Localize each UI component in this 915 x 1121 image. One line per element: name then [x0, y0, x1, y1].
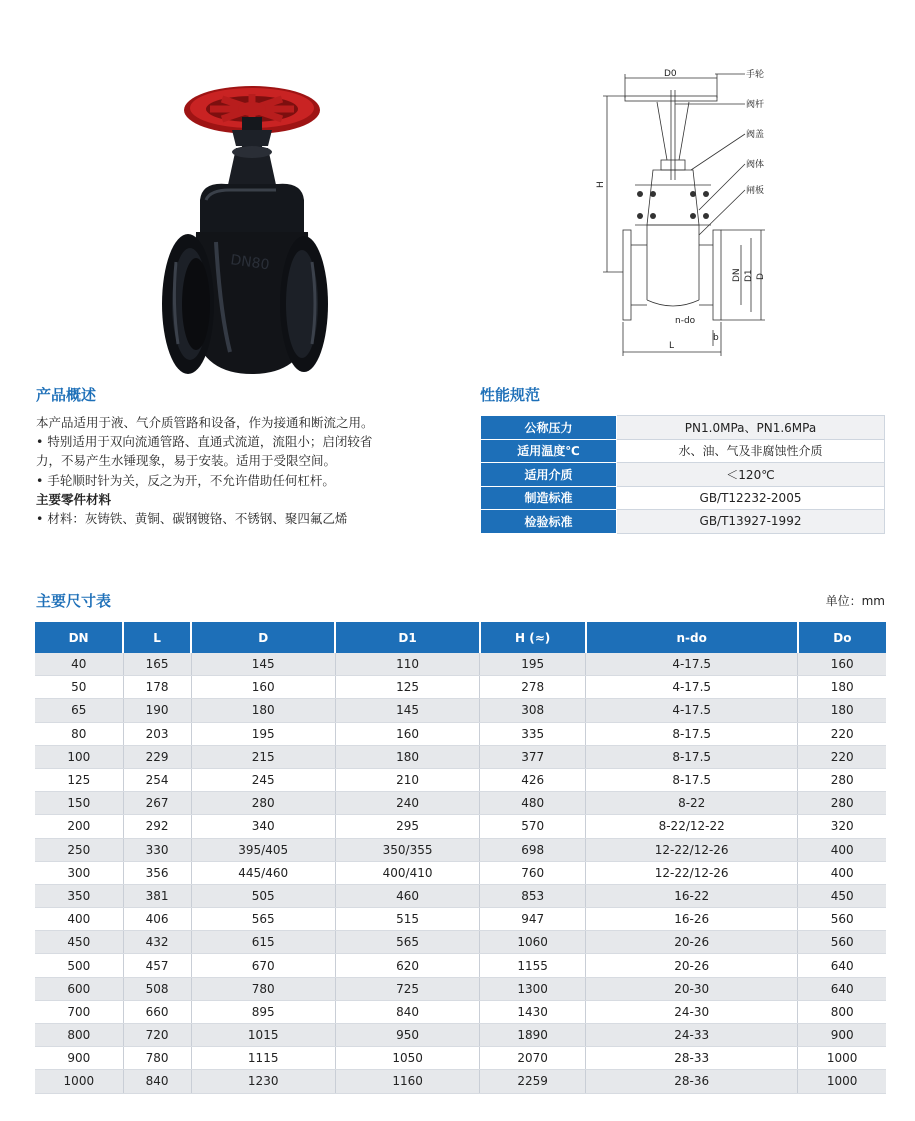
label-h: H [596, 181, 606, 188]
table-cell: 400 [798, 838, 886, 861]
table-cell: 670 [191, 954, 335, 977]
table-cell: 28-33 [586, 1047, 798, 1070]
table-cell: 1050 [335, 1047, 479, 1070]
table-row [35, 1070, 886, 1093]
table-cell: 445/460 [191, 861, 335, 884]
table-cell: 12-22/12-26 [586, 861, 798, 884]
label-gate: 闸板 [746, 186, 765, 196]
table-cell: 1430 [480, 1000, 586, 1023]
table-cell: 160 [191, 676, 335, 699]
table-cell: 560 [798, 931, 886, 954]
table-row [35, 1000, 886, 1023]
table-cell: 278 [480, 676, 586, 699]
table-cell: 203 [123, 722, 191, 745]
table-cell: 240 [335, 792, 479, 815]
table-cell: 20-26 [586, 954, 798, 977]
table-row [35, 699, 886, 722]
table-cell: 432 [123, 931, 191, 954]
table-row [35, 838, 886, 861]
table-cell: 508 [123, 977, 191, 1000]
table-cell: 381 [123, 884, 191, 907]
table-cell: 335 [480, 722, 586, 745]
table-cell: 840 [335, 1000, 479, 1023]
label-n-do: n-do [675, 316, 696, 326]
label-bonnet: 阀盖 [746, 130, 765, 140]
dimensions-body [35, 653, 886, 1093]
table-cell: 254 [123, 768, 191, 791]
spec-row [481, 416, 885, 440]
table-row [35, 653, 886, 676]
table-cell: 1115 [191, 1047, 335, 1070]
table-cell: 505 [191, 884, 335, 907]
label-d: D [756, 273, 766, 280]
table-cell: 16-22 [586, 884, 798, 907]
column-header: D [191, 622, 335, 653]
table-cell: 220 [798, 722, 886, 745]
label-body: 阀体 [746, 160, 765, 170]
overview-text [36, 413, 456, 528]
table-cell: 250 [35, 838, 123, 861]
table-cell: 16-26 [586, 908, 798, 931]
table-cell: 20-30 [586, 977, 798, 1000]
spec-value: 水、油、气及非腐蚀性介质 [617, 439, 885, 463]
table-cell: 4-17.5 [586, 676, 798, 699]
spec-label: 适用温度℃ [481, 439, 617, 463]
column-header: n-do [586, 622, 798, 653]
table-cell: 1000 [798, 1070, 886, 1093]
table-cell: 400 [798, 861, 886, 884]
table-cell: 292 [123, 815, 191, 838]
table-row [35, 931, 886, 954]
overview-line: 力，不易产生水锤现象，易于安装。适用于受限空间。 [36, 453, 337, 469]
table-cell: 640 [798, 954, 886, 977]
table-cell: 200 [35, 815, 123, 838]
label-d0: D0 [664, 69, 677, 79]
column-header: D1 [335, 622, 479, 653]
parts-title: 主要零件材料 [36, 491, 112, 507]
table-cell: 12-22/12-26 [586, 838, 798, 861]
table-cell: 1000 [798, 1047, 886, 1070]
table-cell: 110 [335, 653, 479, 676]
table-cell: 145 [335, 699, 479, 722]
table-row [35, 977, 886, 1000]
table-cell: 308 [480, 699, 586, 722]
spec-row [481, 486, 885, 510]
table-cell: 330 [123, 838, 191, 861]
table-cell: 280 [798, 792, 886, 815]
unit-label: 单位：mm [825, 594, 885, 608]
table-cell: 640 [798, 977, 886, 1000]
table-cell: 698 [480, 838, 586, 861]
header-row [35, 622, 886, 653]
table-cell: 24-33 [586, 1024, 798, 1047]
spec-label: 制造标准 [481, 486, 617, 510]
table-row [35, 722, 886, 745]
table-cell: 180 [798, 699, 886, 722]
table-cell: 8-17.5 [586, 722, 798, 745]
table-cell: 720 [123, 1024, 191, 1047]
table-cell: 245 [191, 768, 335, 791]
spec-row [481, 439, 885, 463]
table-cell: 725 [335, 977, 479, 1000]
table-cell: 8-17.5 [586, 745, 798, 768]
table-cell: 500 [35, 954, 123, 977]
table-cell: 780 [123, 1047, 191, 1070]
table-cell: 267 [123, 792, 191, 815]
label-b: b [713, 333, 719, 343]
column-header: DN [35, 622, 123, 653]
table-cell: 160 [798, 653, 886, 676]
table-cell: 780 [191, 977, 335, 1000]
table-row [35, 792, 886, 815]
table-cell: 565 [335, 931, 479, 954]
table-cell: 195 [480, 653, 586, 676]
table-cell: 165 [123, 653, 191, 676]
table-cell: 800 [798, 1000, 886, 1023]
table-row [35, 676, 886, 699]
table-cell: 24-30 [586, 1000, 798, 1023]
table-cell: 1300 [480, 977, 586, 1000]
table-cell: 178 [123, 676, 191, 699]
table-cell: 280 [798, 768, 886, 791]
table-cell: 28-36 [586, 1070, 798, 1093]
table-cell: 2259 [480, 1070, 586, 1093]
table-cell: 620 [335, 954, 479, 977]
gate-valve-photo [160, 82, 330, 382]
table-cell: 20-26 [586, 931, 798, 954]
table-cell: 40 [35, 653, 123, 676]
spec-value: ＜120℃ [617, 463, 885, 487]
table-cell: 400/410 [335, 861, 479, 884]
table-row [35, 1024, 886, 1047]
table-cell: 2070 [480, 1047, 586, 1070]
overview-title: 产品概述 [36, 386, 97, 404]
table-cell: 220 [798, 745, 886, 768]
table-cell: 4-17.5 [586, 699, 798, 722]
column-header: L [123, 622, 191, 653]
table-cell: 8-22/12-22 [586, 815, 798, 838]
spec-label: 检验标准 [481, 510, 617, 534]
table-row [35, 745, 886, 768]
table-cell: 210 [335, 768, 479, 791]
table-cell: 350 [35, 884, 123, 907]
table-cell: 600 [35, 977, 123, 1000]
table-cell: 4-17.5 [586, 653, 798, 676]
table-cell: 1015 [191, 1024, 335, 1047]
table-cell: 8-22 [586, 792, 798, 815]
table-cell: 1000 [35, 1070, 123, 1093]
table-cell: 1160 [335, 1070, 479, 1093]
table-cell: 480 [480, 792, 586, 815]
table-row [35, 768, 886, 791]
spec-value: GB/T12232-2005 [617, 486, 885, 510]
dimensions-title: 主要尺寸表 [36, 592, 112, 610]
spec-row [481, 463, 885, 487]
table-cell: 400 [35, 908, 123, 931]
table-cell: 947 [480, 908, 586, 931]
table-cell: 395/405 [191, 838, 335, 861]
label-dn: DN [732, 268, 742, 282]
table-cell: 195 [191, 722, 335, 745]
label-handwheel: 手轮 [746, 70, 765, 80]
table-cell: 320 [798, 815, 886, 838]
spec-row [481, 510, 885, 534]
table-cell: 450 [35, 931, 123, 954]
table-row [35, 908, 886, 931]
table-cell: 900 [35, 1047, 123, 1070]
table-cell: 560 [798, 908, 886, 931]
table-cell: 406 [123, 908, 191, 931]
table-cell: 150 [35, 792, 123, 815]
specs-table [480, 415, 885, 534]
table-row [35, 884, 886, 907]
specs-title: 性能规范 [480, 386, 541, 404]
table-cell: 565 [191, 908, 335, 931]
valve-schematic-drawing [595, 60, 775, 360]
table-row [35, 1047, 886, 1070]
table-cell: 180 [191, 699, 335, 722]
label-stem: 阀杆 [746, 100, 765, 110]
table-cell: 895 [191, 1000, 335, 1023]
table-cell: 50 [35, 676, 123, 699]
dimensions-table [35, 622, 886, 1094]
spec-label: 公称压力 [481, 416, 617, 440]
table-cell: 840 [123, 1070, 191, 1093]
table-cell: 377 [480, 745, 586, 768]
table-cell: 300 [35, 861, 123, 884]
table-cell: 950 [335, 1024, 479, 1047]
table-cell: 100 [35, 745, 123, 768]
table-cell: 8-17.5 [586, 768, 798, 791]
table-cell: 1155 [480, 954, 586, 977]
spec-label: 适用介质 [481, 463, 617, 487]
table-cell: 426 [480, 768, 586, 791]
table-cell: 229 [123, 745, 191, 768]
table-cell: 515 [335, 908, 479, 931]
table-cell: 450 [798, 884, 886, 907]
column-header: Do [798, 622, 886, 653]
overview-line: 本产品适用于液、气介质管路和设备，作为接通和断流之用。 [36, 415, 374, 430]
table-cell: 615 [191, 931, 335, 954]
table-cell: 853 [480, 884, 586, 907]
overview-line: • 手轮顺时针为关，反之为开，不允许借助任何杠杆。 [36, 472, 335, 488]
table-cell: 280 [191, 792, 335, 815]
table-cell: 215 [191, 745, 335, 768]
label-d1: D1 [744, 269, 754, 282]
table-cell: 460 [335, 884, 479, 907]
table-cell: 800 [35, 1024, 123, 1047]
table-cell: 295 [335, 815, 479, 838]
table-cell: 180 [798, 676, 886, 699]
table-cell: 570 [480, 815, 586, 838]
table-cell: 1890 [480, 1024, 586, 1047]
table-cell: 350/355 [335, 838, 479, 861]
overview-line: • 特别适用于双向流通管路、直通式流道，流阻小；启闭较省 [36, 434, 373, 450]
table-cell: 180 [335, 745, 479, 768]
table-row [35, 861, 886, 884]
label-l: L [669, 341, 675, 351]
table-cell: 160 [335, 722, 479, 745]
table-cell: 65 [35, 699, 123, 722]
table-row [35, 954, 886, 977]
table-cell: 340 [191, 815, 335, 838]
table-cell: 457 [123, 954, 191, 977]
table-row [35, 815, 886, 838]
table-cell: 145 [191, 653, 335, 676]
spec-value: GB/T13927-1992 [617, 510, 885, 534]
table-cell: 80 [35, 722, 123, 745]
table-cell: 760 [480, 861, 586, 884]
table-cell: 190 [123, 699, 191, 722]
spec-value: PN1.0MPa、PN1.6MPa [617, 416, 885, 440]
table-cell: 125 [35, 768, 123, 791]
table-cell: 125 [335, 676, 479, 699]
column-header: H (≈) [480, 622, 586, 653]
table-cell: 660 [123, 1000, 191, 1023]
parts-materials: • 材料：灰铸铁、黄铜、碳钢镀铬、不锈钢、聚四氟乙烯 [36, 511, 348, 527]
table-cell: 700 [35, 1000, 123, 1023]
table-cell: 356 [123, 861, 191, 884]
table-cell: 900 [798, 1024, 886, 1047]
table-cell: 1230 [191, 1070, 335, 1093]
table-cell: 1060 [480, 931, 586, 954]
svg-text:DN80: DN80 [229, 252, 271, 274]
